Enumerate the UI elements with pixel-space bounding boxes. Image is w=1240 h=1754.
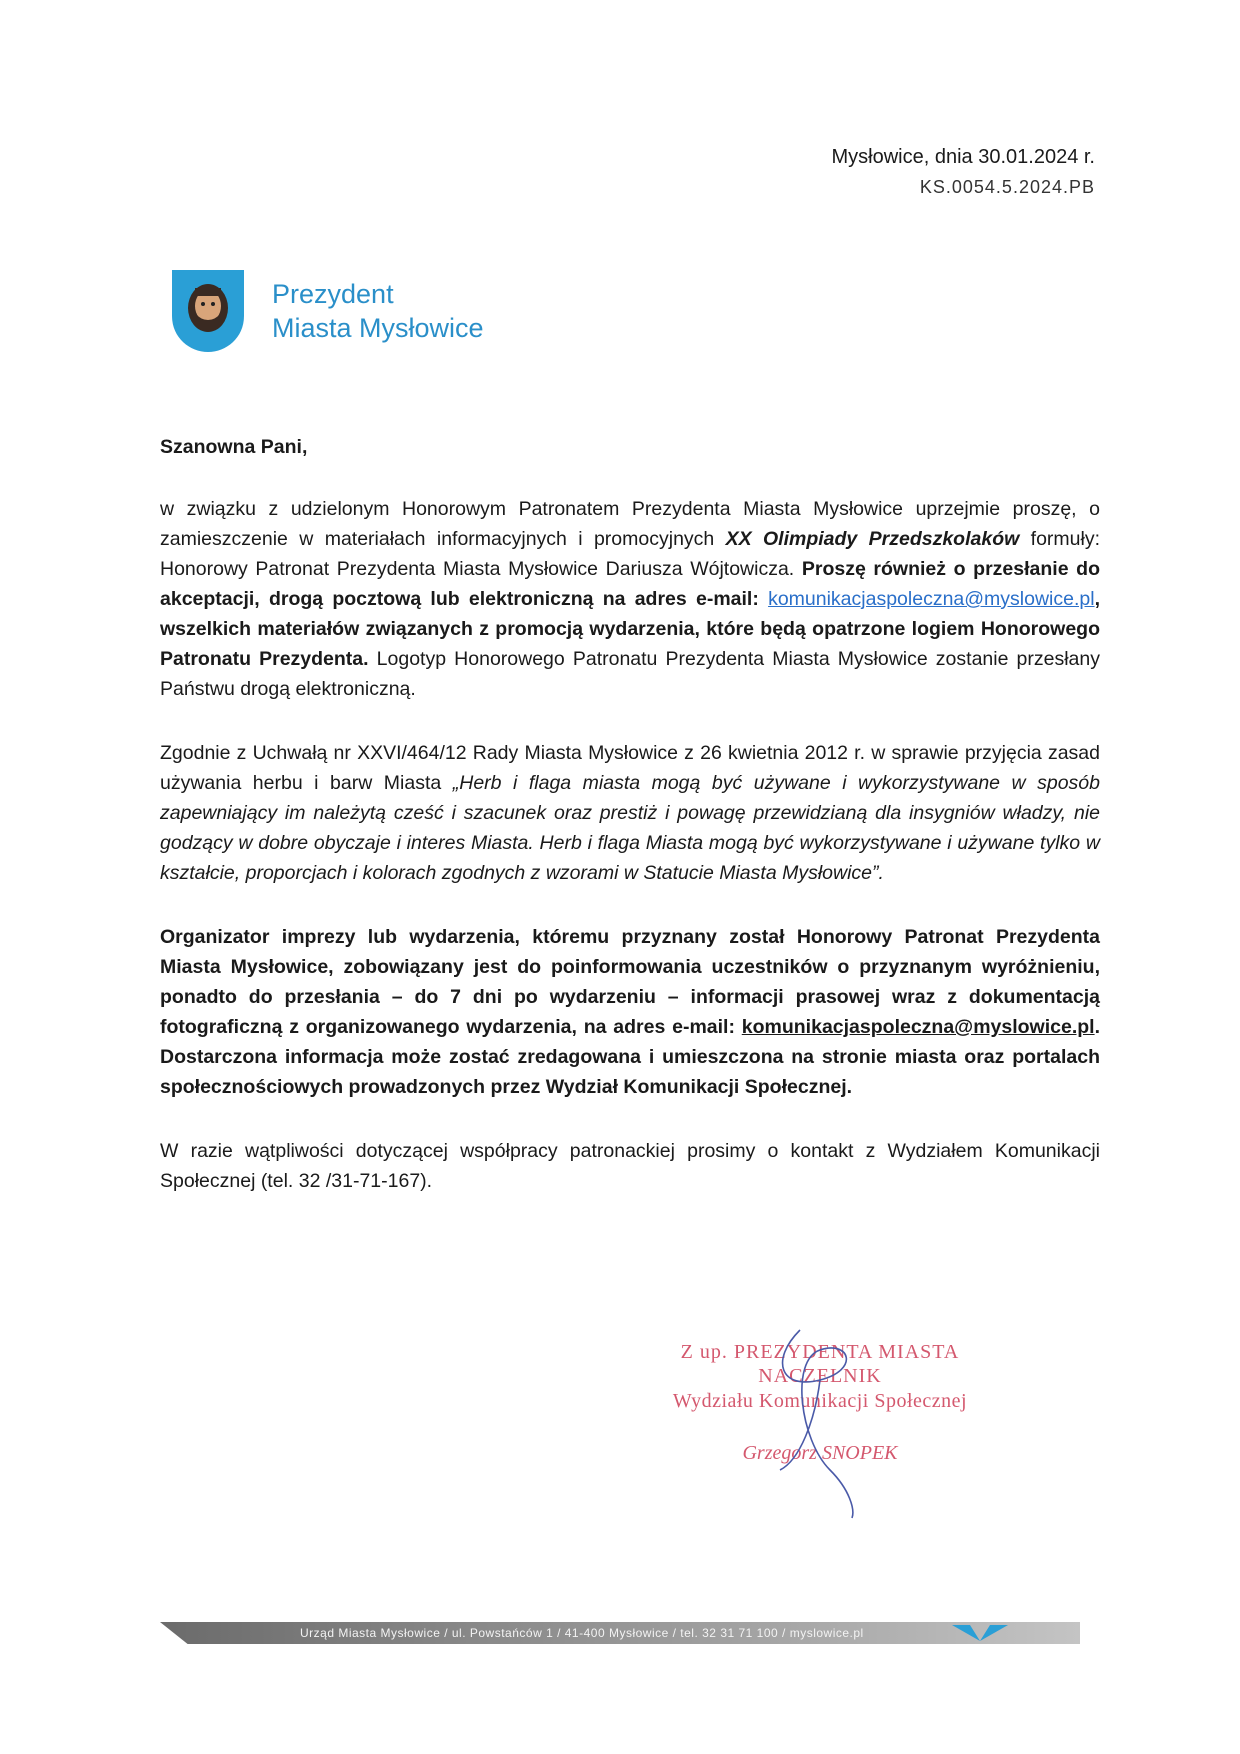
email-link-1[interactable]: komunikacjaspoleczna@myslowice.pl xyxy=(768,588,1095,610)
footer-logo-mark-icon xyxy=(950,1623,1010,1643)
stamp-line-3: Wydziału Komunikacji Społecznej xyxy=(672,1390,968,1412)
place-date: Mysłowice, dnia 30.01.2024 r. xyxy=(831,146,1095,168)
logo-line-2: Miasta Mysłowice xyxy=(272,313,484,343)
p1-text-d: Proszę również o przesłanie do akceptacji, drogą pocztową lub elektroniczną na adres e-mail: xyxy=(160,558,1100,610)
city-logo xyxy=(170,268,484,354)
p2-quote: „Herb i flaga miasta mogą być używane i wykorzystywane w sposób zapewniający im należytą cześć i szacunek oraz prestiż i powagę przewidzianą dla insygniów władzy, nie godzący w dobre obyczaje i interes Miasta. Herb i flaga Miasta mogą być wykorzystywane i używane tylko w kształcie, proporcjach i kolorach zgodnych z wzorami w Statucie Miasta Mysłowice”. xyxy=(160,772,1100,884)
logo-text xyxy=(272,277,484,345)
p3-text-a: Organizator imprezy lub wydarzenia, któremu przyznany został Honorowy Patronat Prezydenta Miasta Mysłowice, zobowiązany jest do poinformowania uczestników o przyznanym wyróżnieniu, ponadto do przesłania – do 7 dni po wydarzeniu – informacji prasowej wraz z dokumentacją fotograficzną z organizowanego wydarzenia, na adres e-mail: xyxy=(160,926,1100,1038)
p2-text-a: Zgodnie z Uchwałą nr XXVI/464/12 Rady Miasta Mysłowice z 26 kwietnia 2012 r. w sprawie przyjęcia zasad używania herbu i barw Miasta xyxy=(160,742,1100,794)
p1-text-c: formuły: Honorowy Patronat Prezydenta Miasta Mysłowice Dariusza Wójtowicza. xyxy=(160,528,1100,580)
paragraph-4: W razie wątpliwości dotyczącej współpracy patronackiej prosimy o kontakt z Wydziałem Komunikacji Społecznej (tel. 32 /31-71-167). xyxy=(160,1140,1100,1192)
stamp-line-4: Grzegorz SNOPEK xyxy=(742,1442,898,1464)
p1-text-e: , wszelkich materiałów związanych z promocją wydarzenia, które będą opatrzone logiem Honorowego Patronatu Prezydenta. xyxy=(160,588,1100,670)
reference-number: KS.0054.5.2024.PB xyxy=(919,177,1095,197)
event-name: XX Olimpiady Przedszkolaków xyxy=(725,528,1020,550)
p3-text-b: . Dostarczona informacja może zostać zredagowana i umieszczona na stronie miasta oraz portalach społecznościowych prowadzonych przez Wydział Komunikacji Społecznej. xyxy=(160,1016,1100,1098)
letter-body xyxy=(160,432,1100,1230)
stamp-line-2: NACZELNIK xyxy=(758,1365,882,1387)
salutation: Szanowna Pani, xyxy=(160,436,308,458)
page-footer xyxy=(160,1622,1080,1644)
paragraph-1 xyxy=(160,494,1100,704)
handwritten-signature xyxy=(760,1320,880,1520)
p1-text-f: Logotyp Honorowego Patronatu Prezydenta Miasta Mysłowice zostanie przesłany Państwu drogą elektroniczną. xyxy=(160,648,1100,700)
city-coat-of-arms-icon xyxy=(170,268,246,354)
email-link-2[interactable]: komunikacjaspoleczna@myslowice.pl xyxy=(741,1016,1095,1038)
logo-line-1: Prezydent xyxy=(272,279,394,309)
p1-text-a: w związku z udzielonym Honorowym Patronatem Prezydenta Miasta Mysłowice uprzejmie proszę, o zamieszczenie w materiałach informacyjnych i promocyjnych xyxy=(160,498,1100,550)
footer-text: Urząd Miasta Mysłowice / ul. Powstańców 1 / 41-400 Mysłowice / tel. 32 31 71 100 / myslowice.pl xyxy=(300,1626,864,1640)
paragraph-3 xyxy=(160,922,1100,1102)
stamp-line-1: Z up. PREZYDENTA MIASTA xyxy=(680,1341,960,1363)
letter-meta xyxy=(832,142,1096,202)
paragraph-2 xyxy=(160,738,1100,888)
